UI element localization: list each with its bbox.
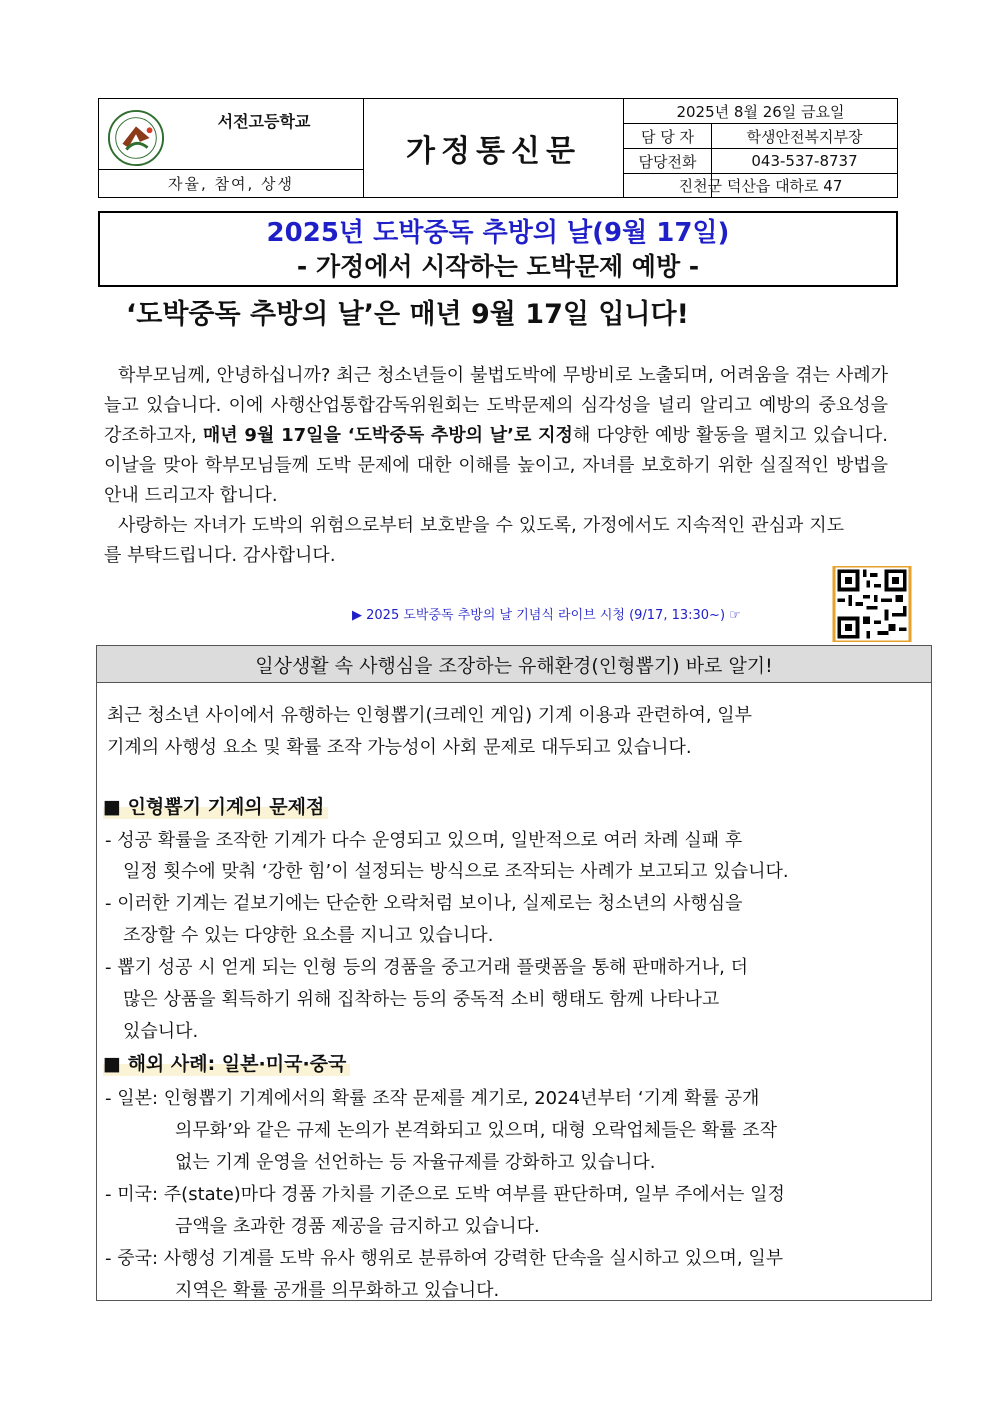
main-title: 2025년 도박중독 추방의 날(9월 17일) <box>266 218 730 248</box>
doc-title: 가정통신문 <box>406 134 581 169</box>
lead-line: 최근 청소년 사이에서 유행하는 인형뽑기(크레인 게임) 기계 이용과 관련하여, 일부 <box>107 705 753 726</box>
intro-text <box>104 361 888 571</box>
intro-emphasis: 매년 9월 17일을 ‘도박중독 추방의 날’로 지정 <box>202 425 573 446</box>
intro-paragraph-1 <box>104 361 888 511</box>
qr-code-icon[interactable] <box>830 566 914 642</box>
info-box <box>96 645 932 1301</box>
list-item: - 이러한 기계는 겉보기에는 단순한 오락처럼 보이나, 실제로는 청소년의 사행심을 <box>105 893 743 914</box>
list-item: 일정 횟수에 맞춰 ‘강한 힘’이 설정되는 방식으로 조작되는 사례가 보고되고 있습니다. <box>123 861 789 882</box>
intro-paragraph-2: 사랑하는 자녀가 도박의 위험으로부터 보호받을 수 있도록, 가정에서도 지속적인 관심과 지도를 부탁드립니다. 감사합니다. <box>104 515 844 566</box>
phone-label: 담당전화 <box>638 152 697 171</box>
lead-line: 기계의 사행성 요소 및 확률 조작 가능성이 사회 문제로 대두되고 있습니다. <box>107 737 692 758</box>
section-heading-problems: ■ 인형뽑기 기계의 문제점 <box>103 792 328 819</box>
school-motto: 자율, 참여, 상생 <box>167 175 294 193</box>
school-name: 서전고등학교 <box>217 111 311 131</box>
list-item: 지역은 확률 공개를 의무화하고 있습니다. <box>175 1280 500 1301</box>
slogan: ‘도박중독 추방의 날’은 매년 9월 17일 입니다! <box>126 299 689 330</box>
school-logo <box>107 109 165 167</box>
list-item: - 성공 확률을 조작한 기계가 다수 운영되고 있으며, 일반적으로 여러 차례 실패 후 <box>105 830 743 851</box>
section-heading-overseas: ■ 해외 사례: 일본·미국·중국 <box>103 1049 350 1076</box>
list-item: 있습니다. <box>123 1021 199 1042</box>
phone-value: 043-537-8737 <box>751 152 858 170</box>
title-box <box>98 211 898 287</box>
list-item: 조장할 수 있는 다양한 요소를 지니고 있습니다. <box>123 925 494 946</box>
list-item: - 미국: 주(state)마다 경품 가치를 기준으로 도박 여부를 판단하며, 일부 주에서는 일정 <box>105 1184 785 1205</box>
list-item: 금액을 초과한 경품 제공을 금지하고 있습니다. <box>175 1216 540 1237</box>
list-item: 의무화’와 같은 규제 논의가 본격화되고 있으며, 대형 오락업체들은 확률 조작 <box>175 1120 777 1141</box>
live-stream-link[interactable]: ▶ 2025 도박중독 추방의 날 기념식 라이브 시청 (9/17, 13:30~) ☞ <box>352 608 741 623</box>
issue-date: 2025년 8월 26일 금요일 <box>676 102 845 121</box>
list-item: 많은 상품을 획득하기 위해 집착하는 등의 중독적 소비 행태도 함께 나타나고 <box>123 989 720 1010</box>
manager-value: 학생안전복지부장 <box>746 127 863 146</box>
address: 진천군 덕산읍 대하로 47 <box>678 177 843 195</box>
sub-title: - 가정에서 시작하는 도박문제 예방 - <box>296 252 700 281</box>
manager-label: 담 당 자 <box>640 127 694 146</box>
list-item: - 뽑기 성공 시 얻게 되는 인형 등의 경품을 중고거래 플랫폼을 통해 판매하거나, 더 <box>105 957 749 978</box>
list-item: - 중국: 사행성 기계를 도박 유사 행위로 분류하여 강력한 단속을 실시하고 있으며, 일부 <box>105 1248 784 1269</box>
intro-text-1b: 해 다양한 예방 활동을 펼치고 있습니다. 이날을 맞아 학부모님들께 도박 문제에 대한 이해를 높이고, 자녀를 보호하기 위한 실질적인 방법을 안내 드리고자 합니다. <box>104 425 888 506</box>
intro-text-1a: 학부모님께, 안녕하십니까? 최근 청소년들이 불법도박에 무방비로 노출되며, 어려움을 겪는 사례가 늘고 있습니다. 이에 사행산업통합감독위원회는 도박문제의 심각성을 널리 알리고 예방의 중요성을 강조하고자, <box>104 365 888 446</box>
list-item: - 일본: 인형뽑기 기계에서의 확률 조작 문제를 계기로, 2024년부터 ‘기계 확률 공개 <box>105 1088 760 1109</box>
info-heading: 일상생활 속 사행심을 조장하는 유해환경(인형뽑기) 바로 알기! <box>97 646 931 683</box>
header-table <box>98 98 898 198</box>
list-item: 없는 기계 운영을 선언하는 등 자율규제를 강화하고 있습니다. <box>175 1152 656 1173</box>
